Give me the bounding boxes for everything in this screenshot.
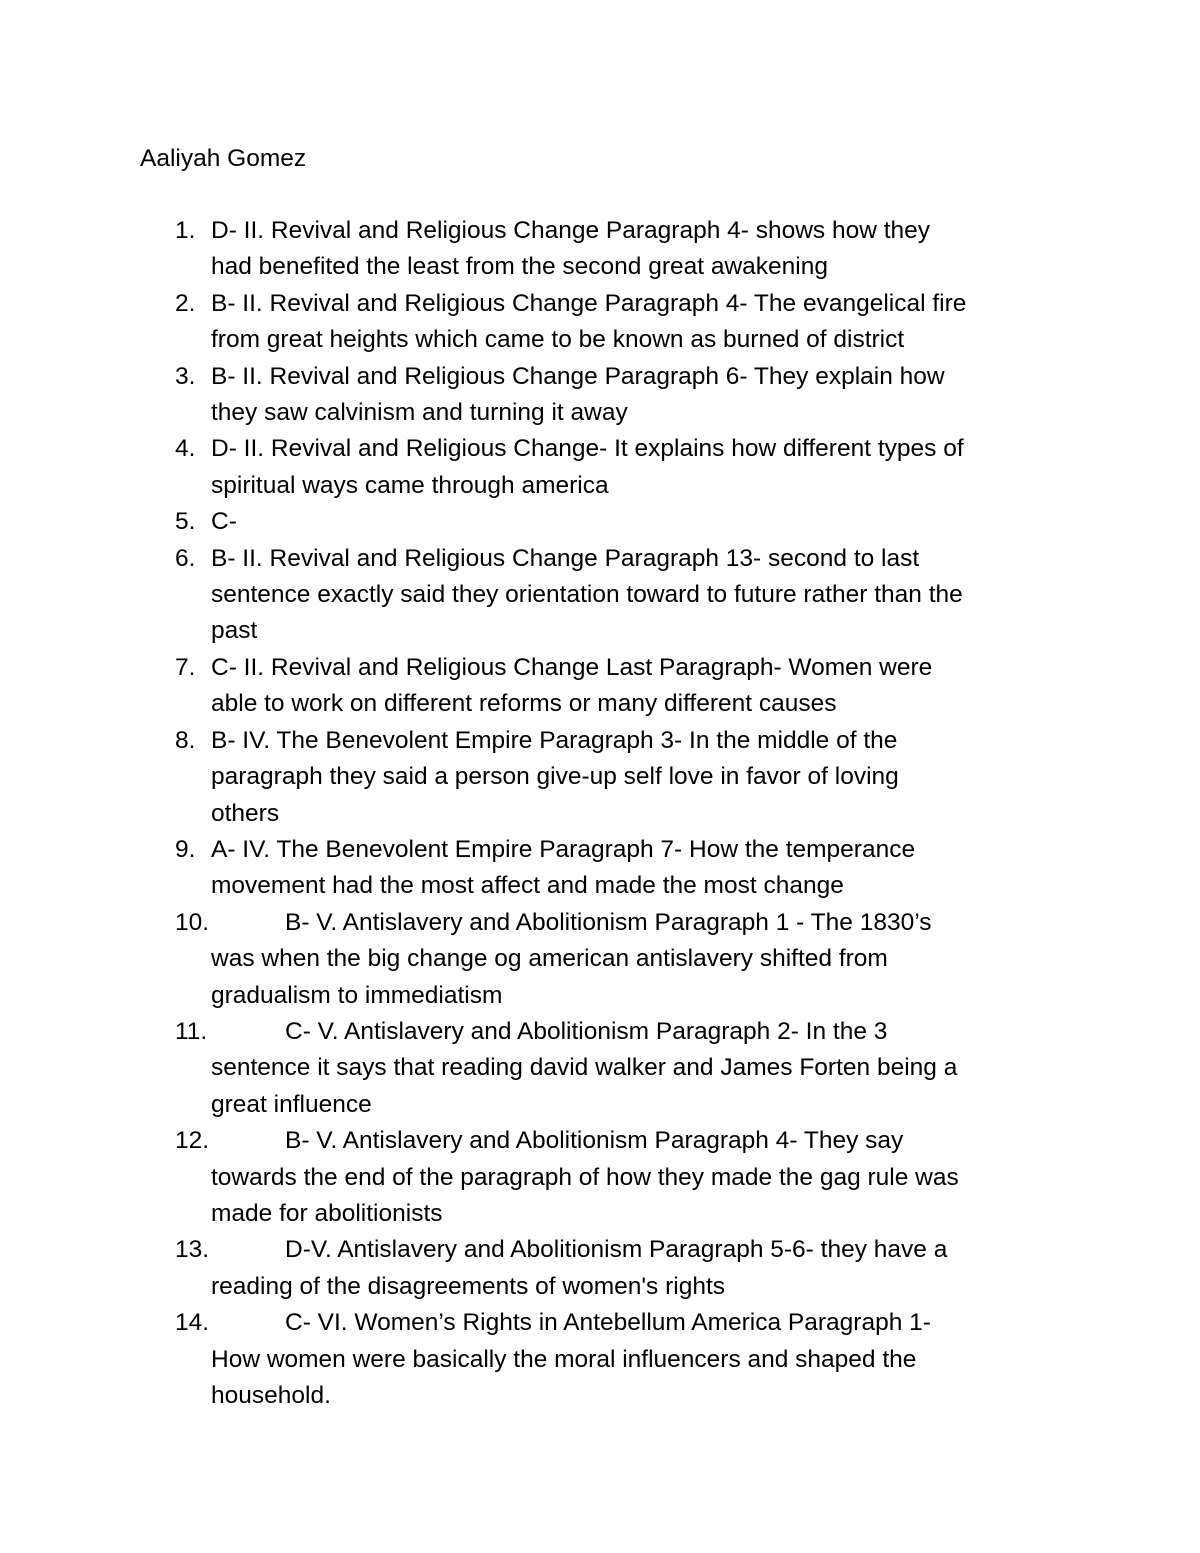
answer-line xyxy=(211,1014,1071,1050)
answer-number: 13. xyxy=(175,1236,210,1264)
answer-item xyxy=(0,723,1071,832)
answer-number: 4. xyxy=(175,435,196,463)
answer-item xyxy=(0,832,1071,905)
answer-line: sentence exactly said they orientation toward to future rather than the xyxy=(211,581,963,609)
answer-line: B- II. Revival and Religious Change Paragraph 4- The evangelical fire xyxy=(211,289,967,317)
answer-line: they saw calvinism and turning it away xyxy=(211,399,628,427)
answer-line: B- II. Revival and Religious Change Paragraph 6- They explain how xyxy=(211,362,945,390)
answer-number: 7. xyxy=(175,653,196,681)
answer-line: gradualism to immediatism xyxy=(211,981,503,1009)
answer-line: reading of the disagreements of women's rights xyxy=(211,1272,726,1300)
answer-number: 14. xyxy=(175,1309,210,1337)
answer-line-text: B- V. Antislavery and Abolitionism Paragraph 4- They say xyxy=(285,1127,904,1155)
answer-line: How women were basically the moral influencers and shaped the xyxy=(211,1345,917,1373)
answer-line-text: C- VI. Women’s Rights in Antebellum America Paragraph 1- xyxy=(285,1309,931,1337)
answer-number: 11. xyxy=(175,1017,208,1045)
author-name: Aaliyah Gomez xyxy=(140,145,307,172)
answer-line-text: B- V. Antislavery and Abolitionism Paragraph 1 - The 1830’s xyxy=(285,908,932,936)
answer-line-text: D-V. Antislavery and Abolitionism Paragraph 5-6- they have a xyxy=(285,1236,948,1264)
answer-line xyxy=(211,1305,1071,1341)
answer-line: towards the end of the paragraph of how they made the gag rule was xyxy=(211,1163,959,1191)
answer-item xyxy=(0,213,1071,286)
answer-line: movement had the most affect and made the most change xyxy=(211,872,844,900)
answer-line: others xyxy=(211,799,280,827)
answer-number: 12. xyxy=(175,1127,210,1155)
answer-line: C- II. Revival and Religious Change Last Paragraph- Women were xyxy=(211,653,933,681)
answer-line: B- IV. The Benevolent Empire Paragraph 3- In the middle of the xyxy=(211,726,898,754)
answer-item xyxy=(0,1305,1071,1414)
answer-line: sentence it says that reading david walker and James Forten being a xyxy=(211,1054,958,1082)
answer-line: was when the big change og american antislavery shifted from xyxy=(211,945,888,973)
answer-line: A- IV. The Benevolent Empire Paragraph 7- How the temperance xyxy=(211,835,916,863)
answer-number: 8. xyxy=(175,726,196,754)
answer-number: 5. xyxy=(175,508,196,536)
answer-item xyxy=(0,359,1071,432)
answer-line: B- II. Revival and Religious Change Paragraph 13- second to last xyxy=(211,544,920,572)
answer-line: from great heights which came to be known as burned of district xyxy=(211,326,905,354)
answer-line: past xyxy=(211,617,258,645)
answer-number: 6. xyxy=(175,544,196,572)
answer-line xyxy=(211,905,1071,941)
answer-line xyxy=(211,1232,1071,1268)
answer-item xyxy=(0,1014,1071,1123)
answer-item xyxy=(0,650,1071,723)
answer-item xyxy=(0,541,1071,650)
answer-line: D- II. Revival and Religious Change- It explains how different types of xyxy=(211,435,964,463)
answer-line: paragraph they said a person give-up self love in favor of loving xyxy=(211,763,899,791)
answer-line: household. xyxy=(211,1382,331,1409)
answer-line: made for abolitionists xyxy=(211,1199,443,1227)
answer-item xyxy=(0,286,1071,359)
answer-number: 2. xyxy=(175,289,196,317)
answer-line: great influence xyxy=(211,1090,372,1118)
answer-line-text: C- V. Antislavery and Abolitionism Paragraph 2- In the 3 xyxy=(285,1017,888,1045)
answer-line xyxy=(211,1123,1071,1159)
answer-line: able to work on different reforms or many different causes xyxy=(211,690,837,718)
answer-line: had benefited the least from the second great awakening xyxy=(211,253,828,281)
answer-line: D- II. Revival and Religious Change Paragraph 4- shows how they xyxy=(211,217,931,244)
answer-item xyxy=(0,1123,1071,1232)
answer-line: spiritual ways came through america xyxy=(211,471,609,499)
answer-item xyxy=(0,431,1071,504)
answer-number: 3. xyxy=(175,362,196,390)
answer-item xyxy=(0,905,1071,1014)
answer-number: 9. xyxy=(175,835,196,863)
answer-item xyxy=(0,1232,1071,1305)
answer-item xyxy=(0,504,1071,540)
answer-list xyxy=(0,213,1200,1414)
answer-number: 1. xyxy=(175,217,196,244)
answer-number: 10. xyxy=(175,908,210,936)
answer-line: C- xyxy=(211,508,237,536)
